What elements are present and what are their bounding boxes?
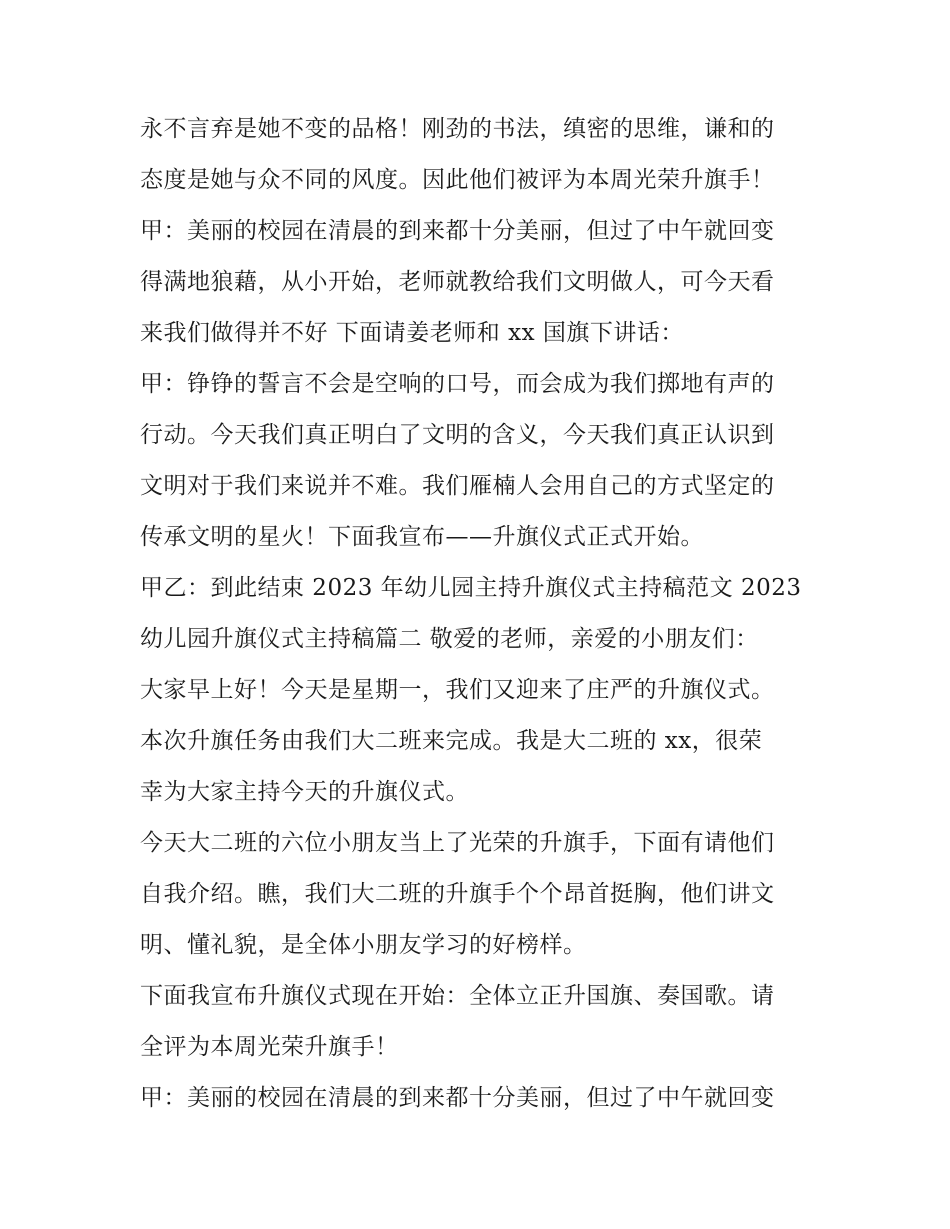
text-line-5: 来我们做得并不好 下面请姜老师和 xx 国旗下讲话： [140, 320, 684, 346]
document-body [140, 104, 816, 1124]
text-line-4: 得满地狼藉，从小开始，老师就教给我们文明做人，可今天看 [140, 269, 775, 295]
text-line-9: 传承文明的星火！下面我宣布——升旗仪式正式开始。 [140, 524, 704, 550]
text-line-10: 甲乙：到此结束 2023 年幼儿园主持升旗仪式主持稿范文 2023 [140, 575, 802, 601]
text-line-3: 甲：美丽的校园在清晨的到来都十分美丽，但过了中午就回变 [140, 218, 775, 244]
text-line-13: 本次升旗任务由我们大二班来完成。我是大二班的 xx，很荣 [140, 728, 763, 754]
text-line-1: 永不言弃是她不变的品格！刚劲的书法，缜密的思维，谦和的 [140, 116, 775, 142]
text-line-15: 今天大二班的六位小朋友当上了光荣的升旗手，下面有请他们 [140, 830, 775, 856]
text-line-14: 幸为大家主持今天的升旗仪式。 [140, 779, 469, 805]
text-line-18: 下面我宣布升旗仪式现在开始：全体立正升国旗、奏国歌。请 [140, 983, 775, 1009]
text-line-11: 幼儿园升旗仪式主持稿篇二 敬爱的老师，亲爱的小朋友们： [140, 626, 759, 652]
text-line-17: 明、懂礼貌，是全体小朋友学习的好榜样。 [140, 932, 587, 958]
text-line-16: 自我介绍。瞧，我们大二班的升旗手个个昂首挺胸，他们讲文 [140, 881, 775, 907]
text-line-7: 行动。今天我们真正明白了文明的含义，今天我们真正认识到 [140, 422, 775, 448]
text-line-20: 甲：美丽的校园在清晨的到来都十分美丽，但过了中午就回变 [140, 1085, 775, 1111]
text-line-19: 全评为本周光荣升旗手！ [140, 1034, 399, 1060]
text-line-2: 态度是她与众不同的风度。因此他们被评为本周光荣升旗手！ [140, 167, 775, 193]
text-line-6: 甲：铮铮的誓言不会是空响的口号，而会成为我们掷地有声的 [140, 371, 775, 397]
text-line-8: 文明对于我们来说并不难。我们雁楠人会用自己的方式坚定的 [140, 473, 775, 499]
text-line-12: 大家早上好！今天是星期一，我们又迎来了庄严的升旗仪式。 [140, 677, 775, 703]
